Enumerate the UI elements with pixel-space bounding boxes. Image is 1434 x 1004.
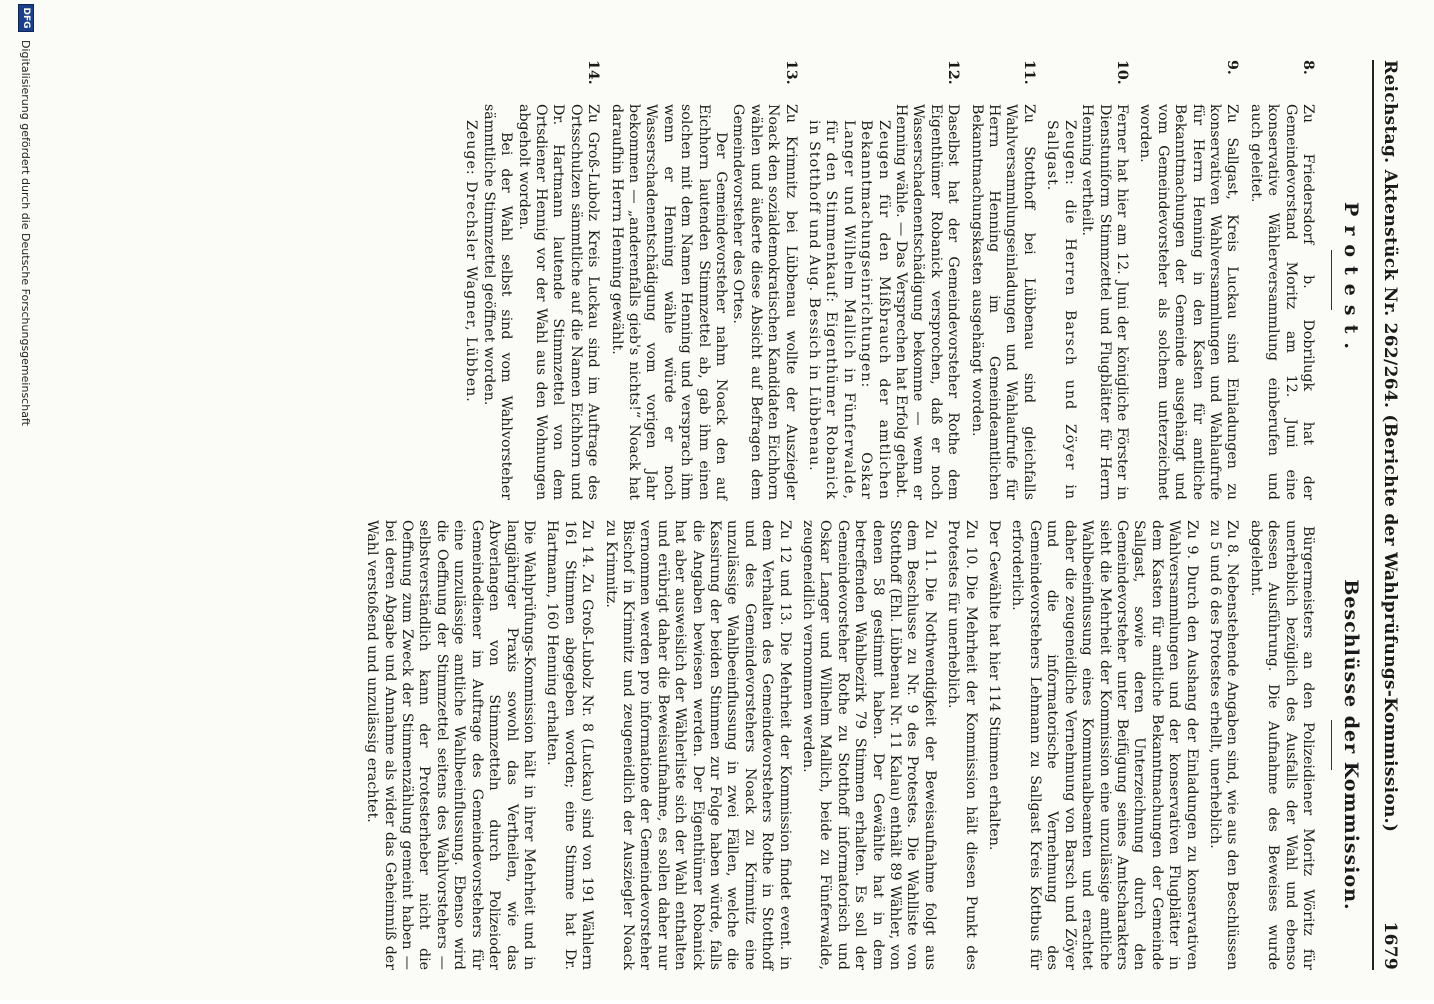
decision-paragraph: Zu 12 und 13.Die Mehrheit der Kommission findet event. in dem Verhalten des Gemeindevorstehers Rothe in Stotthoff und des Gemeindevorstehers Noack zu Krimnitz eine unzulässige Wahlbeeinflussung in zwei Fällen, welche die Kassirung der beiden Stimmen zur Folge haben würde, falls die Angaben bewiesen werden. Der Eigenthümer Robanick hat aber ausweislich der Wählerliste sich der Wahl enthalten und erübrigt daher die Beweisaufnahme, es sollen daher nur vernommen werden pro informatione der Gemeindevorsteher Bischof in Krimnitz und zeugeneidlich der Ausziegler Noack zu Krimnitz. <box>602 520 793 970</box>
protest-column <box>456 60 1316 500</box>
decision-paragraph: Zu 9.Durch den Aushang der Einladungen zu konservativen Wahlversammlungen und der konservativen Flugblätter in dem Kasten für amtliche Bekanntmachungen der Gemeinde Sallgast, sowie deren Unterzeichnung durch den Gemeindevorsteher unter Beifügung seines Amtscharakters sieht die Mehrheit der Kommission eine unzulässige amtliche Wahlbeeinflussung eines Kommunalbeamten und erachtet daher die zeugeneidliche Vernehmung von Barsch und Zöyer und die informatorische Vernehmung des Gemeindevorstehers Lehmann zu Sallgast Kreis Kottbus für erforderlich. <box>1009 520 1200 970</box>
item-text: Der Gemeindevorsteher nahm Noack den auf Eichhorn lautenden Stimmzettel ab, gab ihm einen solchen mit dem Namen Henning und versprach ihm wenn er Henning wähle würde er noch Wasserschadenentschädigung vom vorigen Jahr bekommen — „anderenfalls gieb's nichts!“ Noack hat daraufhin Herrn Henning gewählt. <box>608 104 729 500</box>
item-text: Zu Sallgast, Kreis Luckau sind Einladungen zu konservativen Wahlversammlungen und Wahlaufrufe für Herrn Henning in den Kasten für amtliche Bekanntmachungen der Gemeinde ausgehängt und vom Gemeindevorsteher als solchem unterzeichnet worden. <box>1137 104 1241 500</box>
item-number: 8. <box>1300 60 1316 75</box>
digitization-credit <box>18 0 34 1004</box>
item-text: Zu Krimnitz bei Lübbenau wollte der Ausziegler Noack den sozialdemokratischen Kandidaten Eichhorn wählen und äußerte diese Absicht auf Befragen dem Gemeindevorsteher des Ortes. <box>730 104 799 500</box>
item-number: 13. <box>782 60 799 85</box>
commission-heading-rule <box>1331 720 1332 770</box>
decision-paragraph: Zu 11.Die Nothwendigkeit der Beweisaufnahme folgt aus dem Beschlusse zu Nr. 9 des Protestes. Die Wahlliste von Stotthoff (Ehl. Lübbenau Nr. 11 Kalau) enthält 89 Wähler, von denen 58 gestimmt haben. Der Gewählte hat in dem betreffenden Wahlbezirk 79 Stimmen erhalten. Es soll der Gemeindevorsteher Rothe zu Stotthoff informatorisch und Oskar Langer und Wilhelm Mallich, beide zu Fünferwalde, zeugeneidlich vernommen werden. <box>800 520 938 970</box>
protest-item-12 <box>805 60 962 500</box>
item-text: Bei der Wahl selbst sind vom Wahlvorsteher sämmtliche Stimmzettel geöffnet worden. <box>480 104 515 500</box>
item-text: Zu Friedersdorf b. Dobrilugk hat der Gemeindevorstand Moritz am 12. Juni eine konservative Wählerversammlung einberufen und auch geleitet. <box>1247 104 1316 500</box>
item-number: 10. <box>1113 60 1130 85</box>
protest-item-8 <box>1246 60 1316 500</box>
header-rule <box>1372 60 1374 970</box>
running-header <box>1380 60 1400 970</box>
page-number: 1679 <box>1380 921 1400 970</box>
item-number: 9. <box>1224 60 1241 75</box>
protest-item-9 <box>1136 60 1240 500</box>
decision-paragraph: Zu 10.Die Mehrheit der Kommission hält diesen Punkt des Protestes für unerheblich. <box>945 520 979 970</box>
commission-column <box>357 520 1316 970</box>
decision-paragraph: Der Gewählte hat hier 114 Stimmen erhalten. <box>986 520 1003 851</box>
item-text: Ferner hat hier am 12. Juni der königliche Förster in Dienstuniform Stimmzettel und Flugblätter für Herrn Henning vertheilt. <box>1079 104 1130 500</box>
protest-item-11 <box>967 60 1037 500</box>
protest-heading: Protest. <box>1340 202 1362 358</box>
item-number: 14. <box>585 60 602 85</box>
credit-text: Digitalisierung gefördert durch die Deutsche Forschungsgemeinschaft <box>19 40 33 426</box>
header-title: Reichstag. Aktenstück Nr. 262/264. (Berichte der Wahlprüfungs-Kommission.) <box>1380 60 1400 833</box>
commission-heading: Beschlüsse der Kommission. <box>1340 579 1362 911</box>
item-number: 12. <box>945 60 962 85</box>
protest-item-10 <box>1043 60 1130 500</box>
protest-heading-rule <box>1331 250 1332 310</box>
dfg-logo: DFG <box>18 4 34 32</box>
item-text: Zu Groß-Lubolz Kreis Luckau sind im Auftrage des Ortsschulzen sämmtliche auf die Namen Eichhorn und Dr. Hartmann lautende Stimmzettel von dem Ortsdiener Hennig vor der Wahl aus den Wohnungen abgeholt worden. <box>515 104 602 500</box>
protest-item-13 <box>607 60 798 500</box>
item-number: 11. <box>1020 60 1037 85</box>
witness-line: Zeuge: Drechsler Wagner, Lübben. <box>463 120 480 403</box>
decision-paragraph: Die Wahlprüfungs-Kommission hält in ihrer Mehrheit und in langjähriger Praxis sowohl das Vertheilen, wie das Abverlangen von Stimmzetteln durch Polizeioder Gemeindediener im Auftrage des Gemeindevorstehers für eine unzulässige amtliche Wahlbeeinflussung. Ebenso wird die Oeffnung der Stimmzettel seitens des Wahlvorstehers — selbstverständlich kann der Protesterheber nicht die Oeffnung zum Zweck der Stimmenzählung gemeint haben — bei deren Abgabe und Annahme als wider das Geheimniß der Wahl verstoßend und unzulässig erachtet. <box>364 520 537 970</box>
item-text: Zu Stotthoff bei Lübbenau sind gleichfalls Wahlversammlungseinladungen und Wahlaufrufe für Herrn Henning im Gemeindeamtlichen Bekanntmachungskasten ausgehängt worden. <box>968 104 1037 500</box>
decision-paragraph: Zu 8.Nebenstehende Angaben sind, wie aus den Beschlüssen zu 5 und 6 des Protestes erhellt, unerheblich. <box>1206 520 1241 971</box>
decision-paragraph: Bürgermeisters an den Polizeidiener Moritz Wöritz für unerheblich bezüglich des Ausfalls der Wahl und ebenso dessen Ausführung. Die Aufnahme des Beweises wurde abgelehnt. <box>1247 520 1316 970</box>
decision-paragraph: Zu 14.Zu Groß-Lubolz Nr. 8 (Luckau) sind von 191 Wählern 161 Stimmen abgegeben worden; eine Stimme hat Dr. Hartmann, 160 Henning erhalten. <box>544 520 596 970</box>
witness-line: Zeugen für den Mißbrauch der amtlichen Bekanntmachungseinrichtungen: Oskar Langer und Wilhelm Mallich in Fünferwalde, für den Stimmenkauf: Eigenthümer Robanick in Stotthoff und Aug. Bessich in Lübbenau. <box>806 120 892 500</box>
witness-line: Zeugen: die Herren Barsch und Zöyer in Sallgast. <box>1044 120 1078 500</box>
protest-item-14 <box>462 60 601 500</box>
item-text: Daselbst hat der Gemeindevorsteher Rothe dem Eigenthümer Robanick versprochen, daß er noch Wasserschadenentschädigung bekomme — wenn er Henning wähle. — Das Versprechen hat Erfolg gehabt. <box>893 104 962 500</box>
